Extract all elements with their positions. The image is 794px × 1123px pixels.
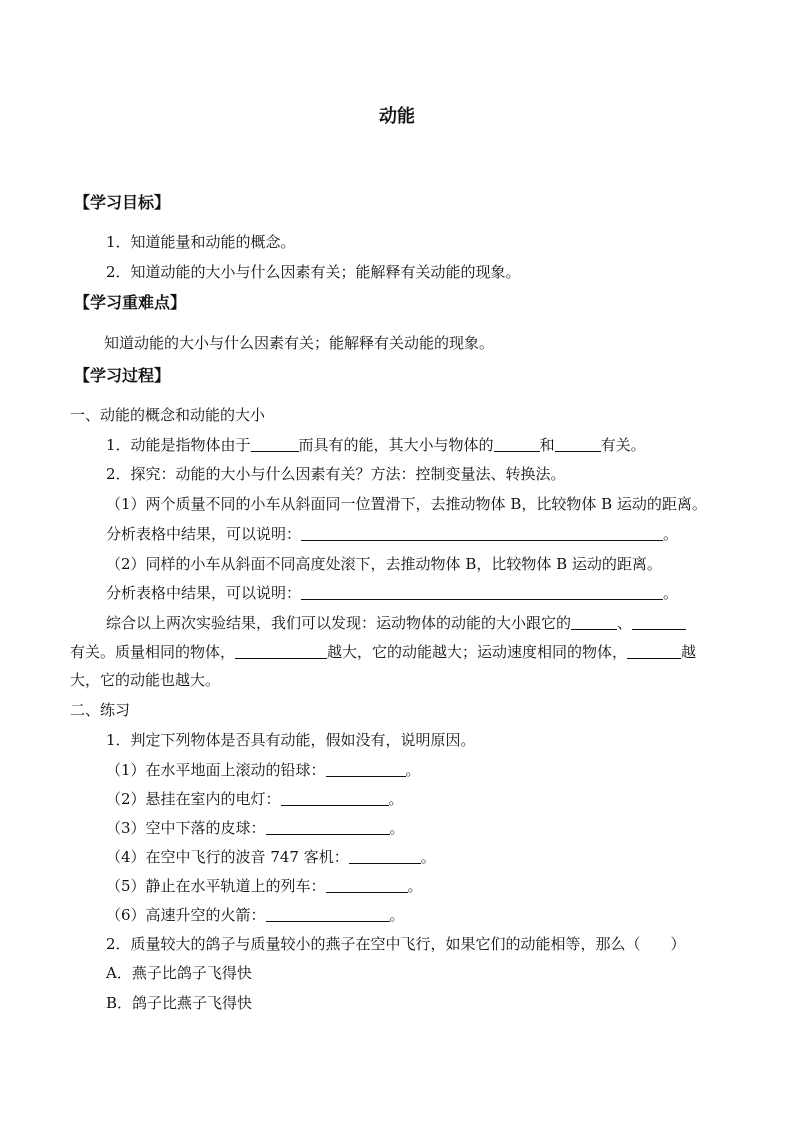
q1-text-d: 有关。 xyxy=(600,436,646,454)
summary-1-sep: 、 xyxy=(617,614,633,632)
exercise-1-item-2 xyxy=(106,789,404,809)
q1-text-b: 而具有的能，其大小与物体的 xyxy=(298,436,494,454)
period: 。 xyxy=(389,819,405,837)
exercise-1-item-5 xyxy=(106,876,423,896)
exercise-1-item-3-text: （3）空中下落的皮球： xyxy=(106,819,266,837)
exercise-1-item-6-text: （6）高速升空的火箭： xyxy=(106,906,266,924)
exercise-1-item-3 xyxy=(106,818,405,838)
summary-blank-4[interactable] xyxy=(627,643,681,659)
summary-line-3: 大，它的动能也越大。 xyxy=(70,671,221,689)
q1-text-a: 1．动能是指物体由于 xyxy=(106,436,251,454)
period: 。 xyxy=(389,906,405,924)
summary-2-text-b: 越大，它的动能越大；运动速度相同的物体， xyxy=(327,643,628,661)
key-points-text: 知道动能的大小与什么因素有关；能解释有关动能的现象。 xyxy=(104,334,495,352)
summary-line-1 xyxy=(106,613,686,633)
experiment-2-text: （2）同样的小车从斜面不同高度处滚下，去推动物体 B，比较物体 B 运动的距离。 xyxy=(106,555,662,573)
summary-line-2 xyxy=(70,642,696,662)
exercise-1-item-2-blank[interactable] xyxy=(281,790,389,806)
q2-text: 2．探究：动能的大小与什么因素有关？方法：控制变量法、转换法。 xyxy=(106,465,566,483)
summary-1-text: 综合以上两次实验结果，我们可以发现：运动物体的动能的大小跟它的 xyxy=(106,614,572,632)
analysis-2-blank[interactable] xyxy=(301,584,663,600)
analysis-1-text: 分析表格中结果，可以说明： xyxy=(106,525,302,543)
exercise-1-text: 1．判定下列物体是否具有动能，假如没有，说明原因。 xyxy=(106,731,476,749)
goal-item-2: 2．知道动能的大小与什么因素有关；能解释有关动能的现象。 xyxy=(106,263,521,281)
exercise-1-item-1-text: （1）在水平地面上滚动的铅球： xyxy=(106,761,326,779)
analysis-1-line xyxy=(106,524,678,544)
exercise-1-item-6-blank[interactable] xyxy=(266,906,390,922)
period: 。 xyxy=(420,848,436,866)
goals-heading: 【学习目标】 xyxy=(74,193,171,212)
period: 。 xyxy=(407,877,423,895)
exercise-2-option-a: A．燕子比鸽子飞得快 xyxy=(106,964,252,982)
process-heading: 【学习过程】 xyxy=(74,366,171,385)
period: 。 xyxy=(388,790,404,808)
part2-title: 二、练习 xyxy=(70,701,131,719)
q1-line xyxy=(106,435,646,455)
q1-blank-2[interactable] xyxy=(494,436,540,452)
exercise-1-item-5-text: （5）静止在水平轨道上的列车： xyxy=(106,877,326,895)
exercise-2-text: 2．质量较大的鸽子与质量较小的燕子在空中飞行，如果它们的动能相等，那么（ ） xyxy=(106,935,686,953)
analysis-1-end: 。 xyxy=(663,525,679,543)
exercise-1-item-4-text: （4）在空中飞行的波音 747 客机： xyxy=(106,848,349,866)
q1-blank-1[interactable] xyxy=(251,436,299,452)
analysis-2-end: 。 xyxy=(663,584,679,602)
summary-blank-3[interactable] xyxy=(235,643,327,659)
exercise-1-item-1-blank[interactable] xyxy=(326,761,406,777)
exercise-1-item-6 xyxy=(106,905,405,925)
exercise-1-item-1 xyxy=(106,760,421,780)
summary-2-text-c: 越 xyxy=(681,643,697,661)
exercise-1-item-3-blank[interactable] xyxy=(266,819,390,835)
page-title: 动能 xyxy=(379,106,415,127)
summary-2-text-a: 有关。质量相同的物体， xyxy=(70,643,236,661)
analysis-2-text: 分析表格中结果，可以说明： xyxy=(106,584,302,602)
summary-blank-1[interactable] xyxy=(571,614,617,630)
exercise-1-item-5-blank[interactable] xyxy=(326,877,408,893)
analysis-2-line xyxy=(106,583,678,603)
experiment-1-text: （1）两个质量不同的小车从斜面同一位置滑下，去推动物体 B，比较物体 B 运动的距离。 xyxy=(106,495,707,513)
exercise-1-item-2-text: （2）悬挂在室内的电灯： xyxy=(106,790,281,808)
summary-blank-2[interactable] xyxy=(632,614,686,630)
q1-text-c: 和 xyxy=(539,436,555,454)
exercise-1-item-4-blank[interactable] xyxy=(349,848,421,864)
exercise-1-item-4 xyxy=(106,847,436,867)
goal-item-1: 1．知道能量和动能的概念。 xyxy=(106,233,296,251)
period: 。 xyxy=(405,761,421,779)
analysis-1-blank[interactable] xyxy=(301,525,663,541)
key-points-heading: 【学习重难点】 xyxy=(74,293,187,312)
q1-blank-3[interactable] xyxy=(555,436,601,452)
exercise-2-option-b: B．鸽子比燕子飞得快 xyxy=(106,994,253,1012)
part1-title: 一、动能的概念和动能的大小 xyxy=(70,406,266,424)
